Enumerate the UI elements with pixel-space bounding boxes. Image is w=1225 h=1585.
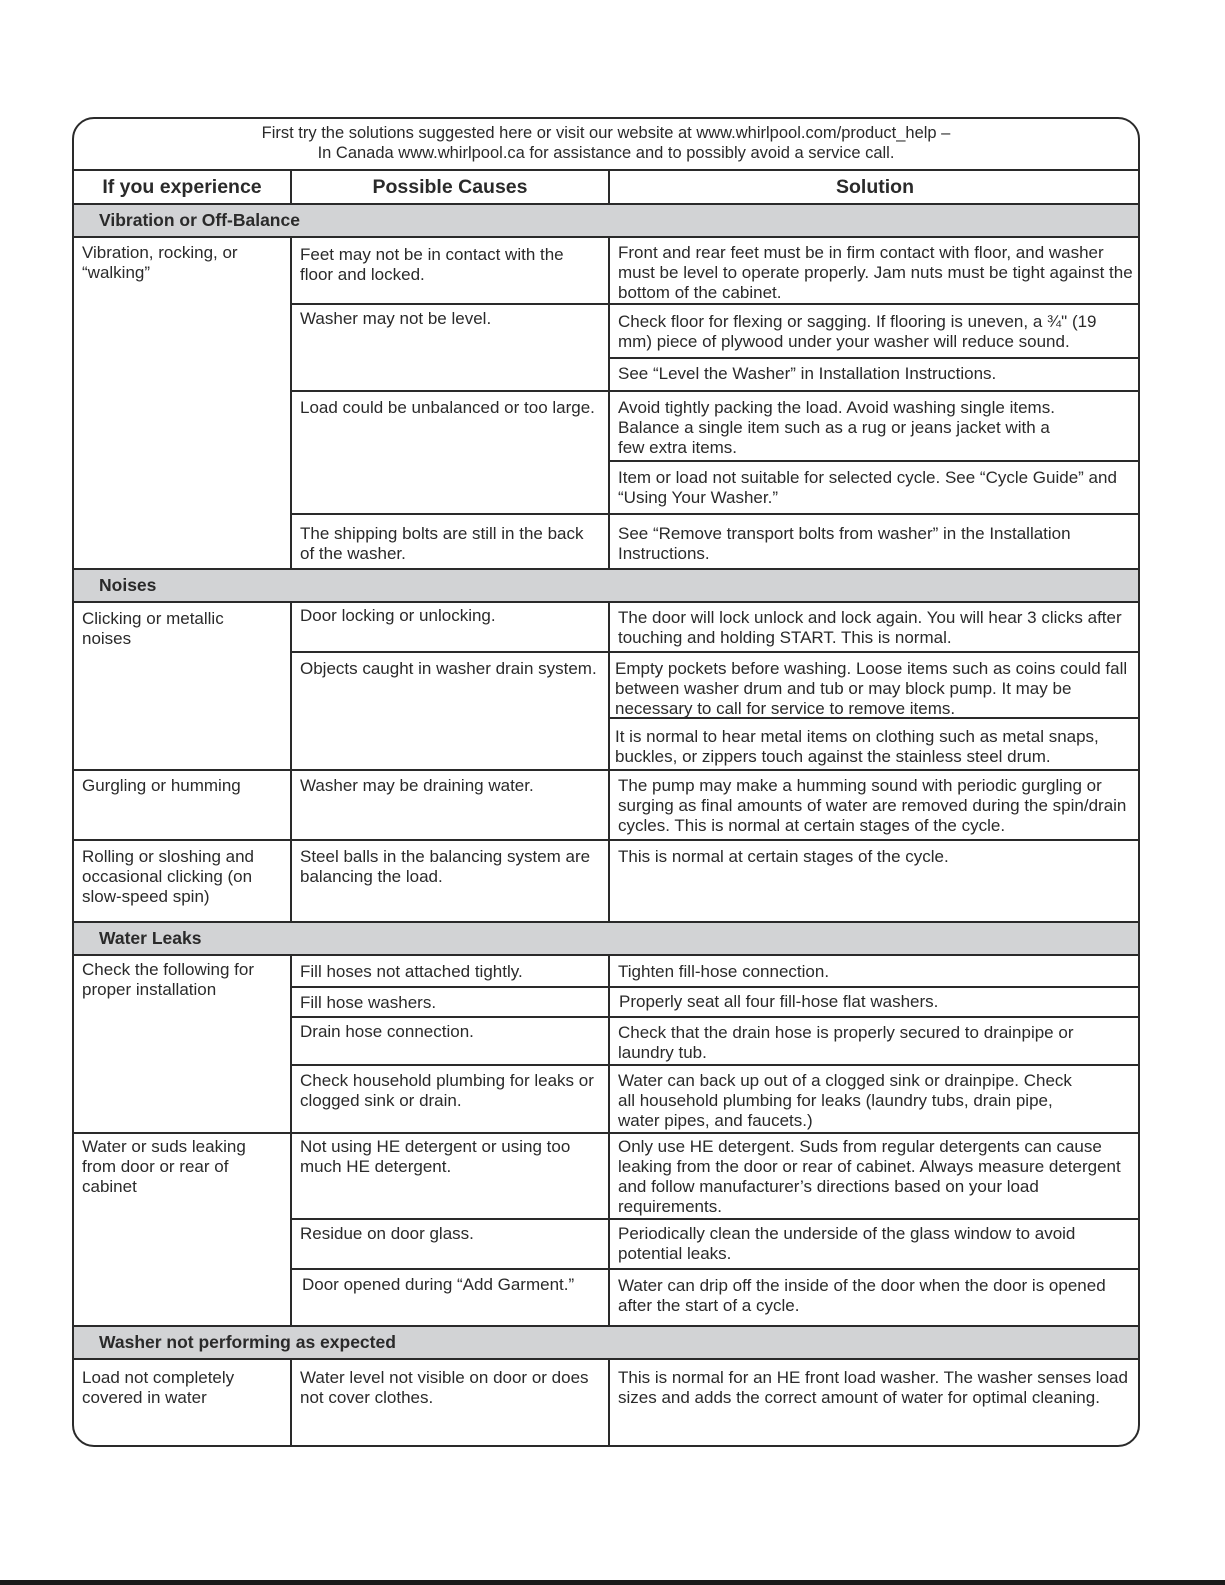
solution-avoid-packing: Avoid tightly packing the load. Avoid washing single items. Balance a single item such as a rug or jeans jacket with a few extra items. [618, 398, 1055, 457]
experience-vibration: Vibration, rocking, or “walking” [82, 243, 238, 282]
solution-door-drip: Water can drip off the inside of the door when the door is opened after the start of a cycle. [618, 1276, 1106, 1315]
solution-door-lock: The door will lock unlock and lock again. You will hear 3 clicks after touching and holding START. This is normal. [618, 608, 1122, 647]
experience-check-installation: Check the following for proper installation [82, 960, 254, 999]
header-causes: Possible Causes [372, 176, 528, 198]
section-water-leaks: Water Leaks [74, 921, 1140, 956]
solution-pump-humming: The pump may make a humming sound with periodic gurgling or surging as final amounts of water are removed during the spin/drain cycles. This is normal at certain stages of the cycle. [618, 776, 1127, 835]
solution-cycle-guide: Item or load not suitable for selected cycle. See “Cycle Guide” and “Using Your Washer.” [618, 468, 1117, 507]
cause-water-level: Water level not visible on door or does not cover clothes. [300, 1368, 589, 1407]
solution-level-washer: See “Level the Washer” in Installation Instructions. [618, 364, 997, 383]
cause-residue-glass: Residue on door glass. [300, 1224, 474, 1243]
solution-remove-bolts: See “Remove transport bolts from washer” in the Installation Instructions. [618, 524, 1071, 563]
solution-he-detergent: Only use HE detergent. Suds from regular detergents can cause leaking from the door or rear of cabinet. Always measure detergent and follow manufacturer’s directions based on your load requirements. [618, 1137, 1121, 1216]
solution-seat-washers: Properly seat all four fill-hose flat washers. [619, 992, 939, 1011]
cause-door-locking: Door locking or unlocking. [300, 606, 496, 625]
header-solution: Solution [836, 176, 914, 198]
section-vibration: Vibration or Off-Balance [74, 203, 1140, 238]
solution-floor-check: Check floor for flexing or sagging. If flooring is uneven, a ¾" (19 mm) piece of plywood under your washer will reduce sound. [618, 312, 1097, 351]
solution-normal-stages: This is normal at certain stages of the cycle. [618, 847, 949, 866]
cause-he-detergent: Not using HE detergent or using too much HE detergent. [300, 1137, 571, 1176]
experience-gurgling: Gurgling or humming [82, 776, 241, 795]
cause-shipping-bolts: The shipping bolts are still in the back of the washer. [300, 524, 584, 563]
cause-fill-hose-washers: Fill hose washers. [300, 993, 437, 1012]
cause-draining: Washer may be draining water. [300, 776, 534, 795]
solution-drain-hose: Check that the drain hose is properly secured to drainpipe or laundry tub. [618, 1023, 1074, 1062]
cause-household-plumbing: Check household plumbing for leaks or clogged sink or drain. [300, 1071, 594, 1110]
intro-line-1: First try the solutions suggested here or visit our website at www.whirlpool.com/product_help – [261, 124, 951, 142]
cause-unbalanced-load: Load could be unbalanced or too large. [300, 398, 595, 417]
cause-fill-hoses: Fill hoses not attached tightly. [300, 962, 523, 981]
solution-he-normal: This is normal for an HE front load washer. The washer senses load sizes and adds the correct amount of water for optimal cleaning. [618, 1368, 1128, 1407]
experience-load-not-covered: Load not completely covered in water [82, 1368, 235, 1407]
experience-clicking: Clicking or metallic noises [82, 609, 224, 648]
intro-text [74, 119, 1138, 171]
solution-feet-contact: Front and rear feet must be in firm contact with floor, and washer must be level to operate properly. Jam nuts must be tight against the bottom of the cabinet. [618, 243, 1133, 302]
section-performance: Washer not performing as expected [74, 1325, 1140, 1360]
cause-steel-balls: Steel balls in the balancing system are balancing the load. [300, 847, 591, 886]
cause-feet-contact: Feet may not be in contact with the floor and locked. [300, 245, 564, 284]
intro-line-2: In Canada www.whirlpool.ca for assistance and to possibly avoid a service call. [317, 144, 895, 162]
cause-objects-caught: Objects caught in washer drain system. [300, 659, 597, 678]
cause-door-opened: Door opened during “Add Garment.” [302, 1275, 575, 1294]
solution-tighten-hose: Tighten fill-hose connection. [618, 962, 830, 981]
cause-drain-hose: Drain hose connection. [300, 1022, 474, 1041]
solution-clean-glass: Periodically clean the underside of the glass window to avoid potential leaks. [618, 1224, 1076, 1263]
troubleshooting-table [72, 117, 1140, 1447]
solution-metal-items: It is normal to hear metal items on clothing such as metal snaps, buckles, or zippers touch against the stainless steel drum. [615, 727, 1099, 766]
section-noises: Noises [74, 568, 1140, 603]
solution-check-plumbing: Water can back up out of a clogged sink or drainpipe. Check all household plumbing for leaks (laundry tubs, drain pipe, water pipes, and faucets.) [618, 1071, 1072, 1130]
footer-rule [0, 1580, 1225, 1585]
experience-rolling: Rolling or sloshing and occasional clicking (on slow-speed spin) [82, 847, 254, 906]
cause-not-level: Washer may not be level. [300, 309, 492, 328]
experience-suds-leaking: Water or suds leaking from door or rear of cabinet [82, 1137, 246, 1196]
header-experience: If you experience [102, 176, 262, 198]
solution-empty-pockets: Empty pockets before washing. Loose items such as coins could fall between washer drum and tub or may block pump. It may be necessary to call for service to remove items. [615, 659, 1128, 718]
